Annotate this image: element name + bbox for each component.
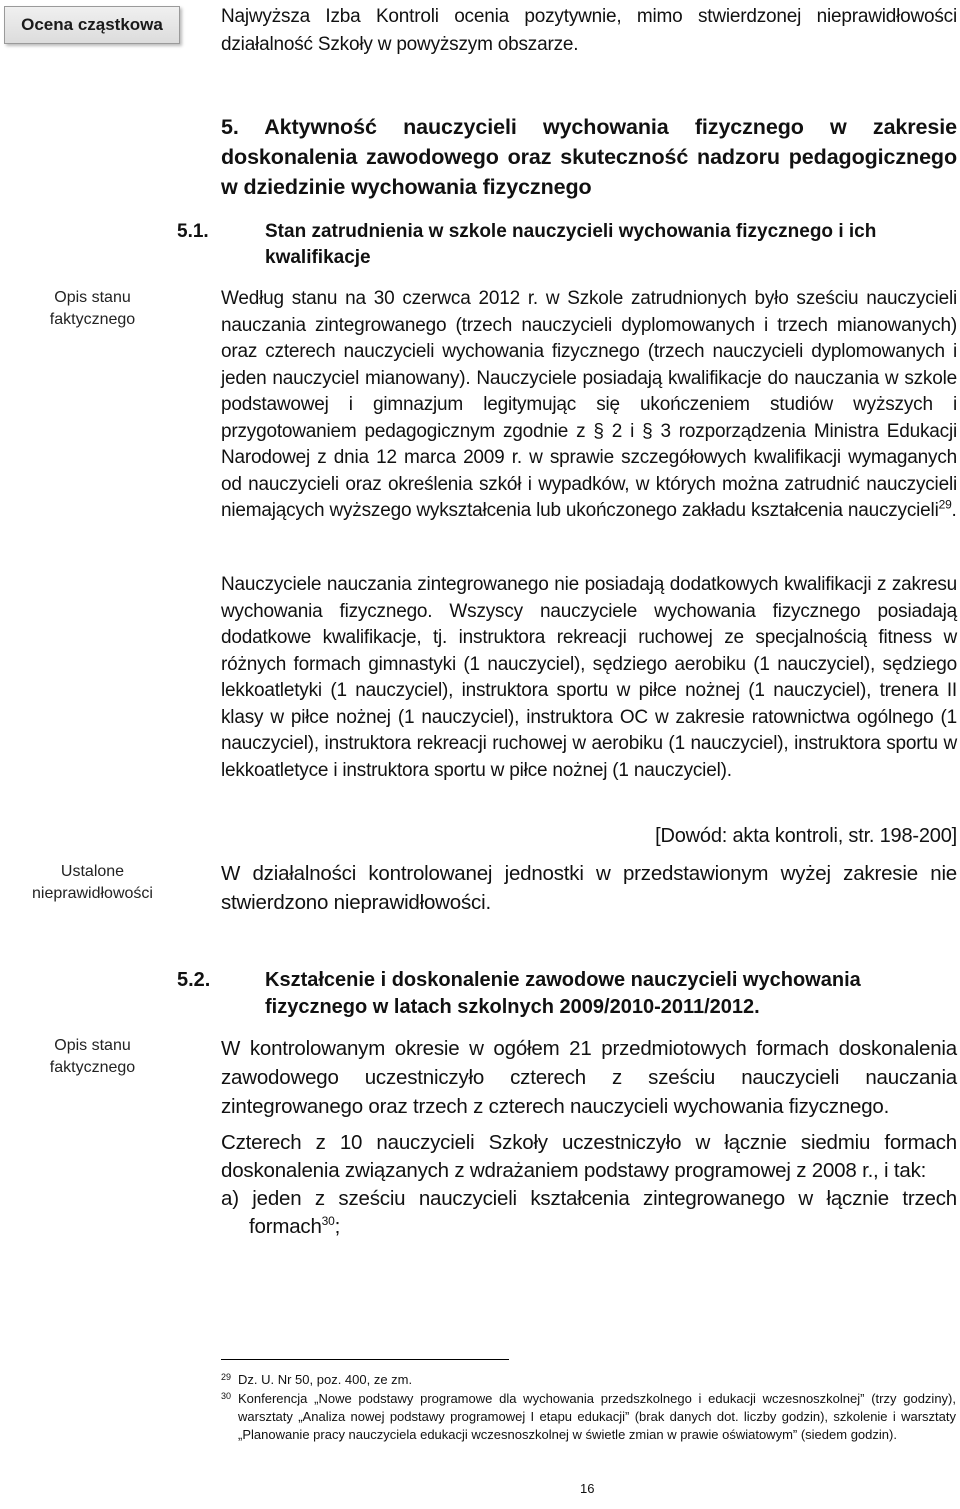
side-label-facts-5-1 xyxy=(5,287,180,331)
side-label-line: Ustalone xyxy=(60,863,125,880)
section-tab-label: Ocena cząstkowa xyxy=(4,6,180,44)
side-label-findings xyxy=(5,861,180,905)
section-5-2-number: 5.2. xyxy=(177,969,211,991)
section-5-number: 5. xyxy=(221,115,239,139)
section-5-heading xyxy=(221,112,957,202)
side-label-line: Opis stanu xyxy=(54,1037,131,1054)
section-5-1-title: Stan zatrudnienia w szkole nauczycieli wychowania fizycznego i ich kwalifikacje xyxy=(265,221,877,268)
footnote-mark: 29 xyxy=(221,1372,232,1382)
section-5-title: Aktywność nauczycieli wychowania fizycznego w zakresie doskonalenia zawodowego oraz skuteczność nadzoru pedagogicznego w dziedzinie wychowania fizycznego xyxy=(221,115,957,199)
footnote-mark: 30 xyxy=(221,1391,232,1401)
list-item-end: ; xyxy=(334,1215,341,1238)
paragraph-end: . xyxy=(951,500,957,521)
footnote-text: Dz. U. Nr 50, poz. 400, ze zm. xyxy=(238,1372,413,1387)
side-label-line: nieprawidłowości xyxy=(32,885,153,902)
evidence-reference: [Dowód: akta kontroli, str. 198-200] xyxy=(655,825,957,847)
section-5-1-heading xyxy=(177,219,957,271)
side-label-facts-5-2 xyxy=(5,1035,180,1079)
section-5-1-number: 5.1. xyxy=(177,221,209,242)
footnote-ref: 29 xyxy=(938,497,952,512)
section-5-2-paragraph-2: Czterech z 10 nauczycieli Szkoły uczestniczyło w łącznie siedmiu formach doskonalenia związanych z wdrażaniem podstawy programowej z 2008 r., i tak: xyxy=(221,1131,957,1182)
section-5-2-paragraph-1: W kontrolowanym okresie w ogółem 21 przedmiotowych formach doskonalenia zawodowego uczestniczyło czterech z sześciu nauczycieli nauczania zintegrowanego oraz trzech z czterech nauczycieli wychowania fizycznego. xyxy=(221,1037,957,1118)
intro-paragraph: Najwyższa Izba Kontroli ocenia pozytywnie, mimo stwierdzonej nieprawidłowości działalność Szkoły w powyższym obszarze. xyxy=(221,6,957,55)
list-item-text: a) jeden z sześciu nauczycieli kształcenia zintegrowanego w łącznie trzech formach xyxy=(221,1187,957,1238)
side-label-line: Opis stanu xyxy=(54,289,131,306)
paragraph-text: Według stanu na 30 czerwca 2012 r. w Szkole zatrudnionych było sześciu nauczycieli nauczania zintegrowanego (trzech nauczycieli dyplomowanych i trzech mianowanych) oraz czterech nauczycieli wychowania fizycznego (trzech nauczycieli dyplomowanych i jeden nauczyciel mianowany). Nauczyciele posiadają kwalifikacje do nauczania w szkole podstawowej i gimnazjum legitymując się ukończeniem studiów wyższych i przygotowaniem pedagogicznym zgodnie z § 2 i § 3 rozporządzenia Ministra Edukacji Narodowej z dnia 12 marca 2009 r. w sprawie szczegółowych kwalifikacji wymaganych od nauczycieli oraz określenia szkół i wypadków, w których można zatrudnić nauczycieli niemających wyższego wykształcenia lub ukończonego zakładu kształcenia nauczycieli xyxy=(221,288,957,521)
section-5-1-paragraph-1 xyxy=(221,286,957,525)
footnote-text: Konferencja „Nowe podstawy programowe dla wychowania przedszkolnego i edukacji wczesnoszkolnej” (trzy godziny), warsztaty „Analiza nowej podstawy programowej I etapu edukacji” (brak danych dot. liczby godzin), szkolenie i warsztaty „Planowanie pracy nauczyciela edukacji wczesnoszkolnej w świetle zmian w prawie oświatowym” (siedem godzin). xyxy=(238,1391,956,1442)
section-5-1-paragraph-2: Nauczyciele nauczania zintegrowanego nie posiadają dodatkowych kwalifikacji z zakresu wychowania fizycznego. Wszyscy nauczyciele wychowania fizycznego posiadają dodatkowe kwalifikacje, tj. instruktora rekreacji ruchowej ze specjalnością fitness w różnych formach gimnastyki (1 nauczyciel), sędziego aerobiku (1 nauczyciel), sędziego lekkoatletyki (1 nauczyciel), instruktora sportu w piłce nożnej (1 nauczyciel), trenera II klasy w piłce nożnej (1 nauczyciel), instruktora OC w zakresie ratownictwa ogólnego (1 nauczyciel), instruktora rekreacji ruchowej w aerobiku (1 nauczyciel), instruktora sportu w lekkoatletyce i instruktora sportu w piłce nożnej (1 nauczyciel). xyxy=(221,574,957,781)
findings-paragraph: W działalności kontrolowanej jednostki w przedstawionym wyżej zakresie nie stwierdzono nieprawidłowości. xyxy=(221,862,957,914)
side-label-line: faktycznego xyxy=(49,1059,136,1076)
footnote-separator xyxy=(221,1359,509,1360)
footnote-30 xyxy=(221,1390,957,1444)
footnote-29 xyxy=(221,1371,957,1389)
side-label-line: faktycznego xyxy=(49,311,136,328)
section-5-2-heading xyxy=(177,967,957,1021)
page-number: 16 xyxy=(580,1481,595,1496)
footnote-ref: 30 xyxy=(321,1214,335,1229)
section-5-2-title: Kształcenie i doskonalenie zawodowe nauczycieli wychowania fizycznego w latach szkolnych 2009/2010-2011/2012. xyxy=(265,969,861,1018)
list-item-a xyxy=(221,1185,957,1241)
